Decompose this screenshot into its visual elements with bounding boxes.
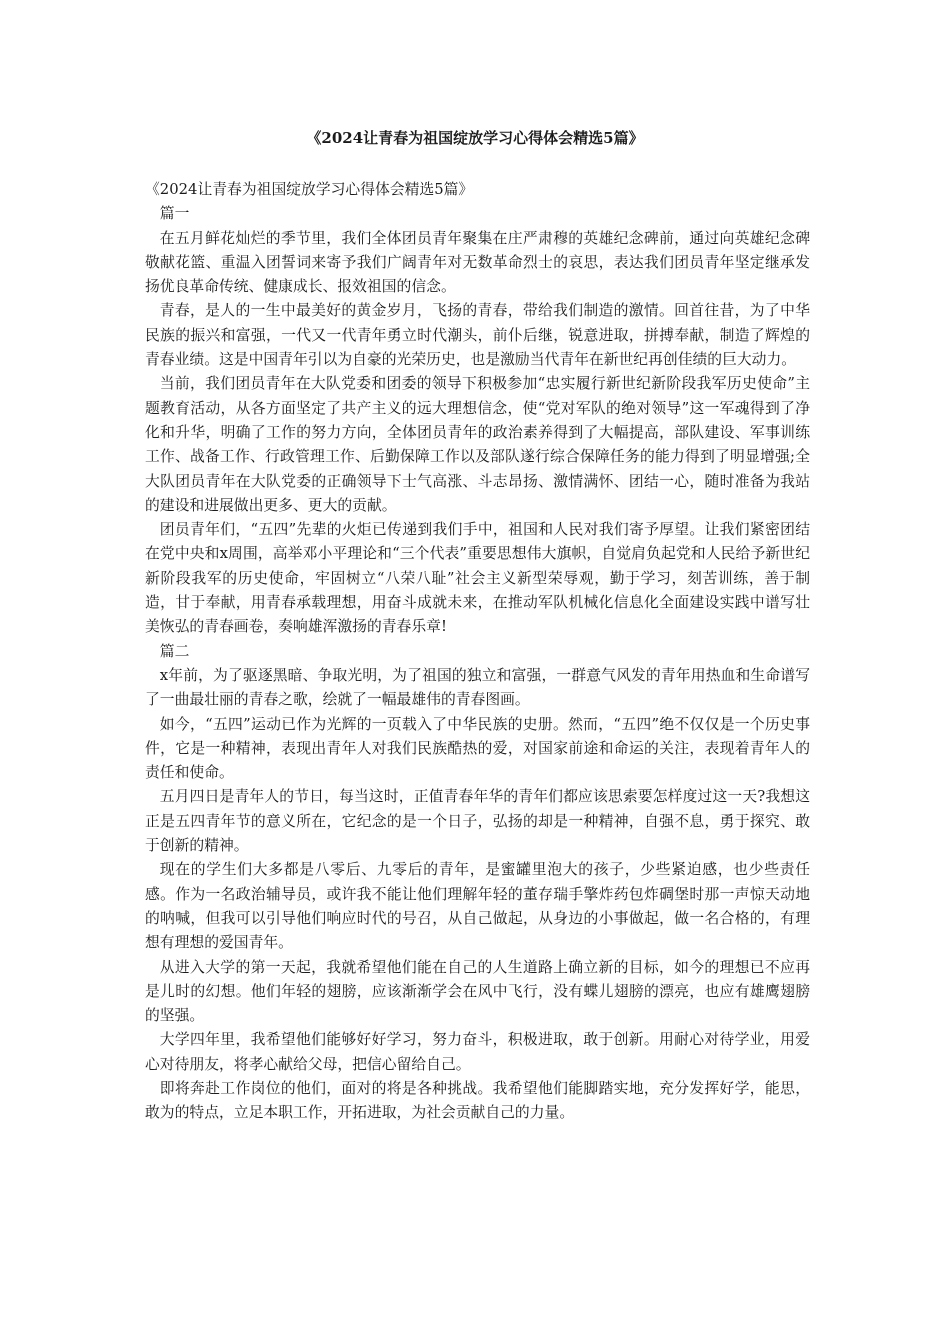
- document-subtitle: 《2024让青春为祖国绽放学习心得体会精选5篇》: [145, 181, 474, 198]
- paragraph: x年前，为了驱逐黑暗、争取光明，为了祖国的独立和富强，一群意气风发的青年用热血和生命谱写了一曲最壮丽的青春之歌，绘就了一幅最雄伟的青春图画。: [145, 666, 810, 709]
- paragraph: 五月四日是青年人的节日，每当这时，正值青春年华的青年们都应该思索要怎样度过这一天?我想这正是五四青年节的意义所在，它纪念的是一个日子，弘扬的却是一种精神，自强不息，勇于探究、敢于创新的精神。: [145, 788, 810, 855]
- section-heading: 篇一: [159, 205, 190, 223]
- document-body: [145, 178, 810, 1126]
- paragraph: 现在的学生们大多都是八零后、九零后的青年，是蜜罐里泡大的孩子，少些紧迫感，也少些责任感。作为一名政治辅导员，或许我不能让他们理解年轻的董存瑞手擎炸药包炸碉堡时那一声惊天动地的呐喊，但我可以引导他们响应时代的号召，从自己做起，从身边的小事做起，做一名合格的，有理想有理想的爱国青年。: [145, 861, 810, 952]
- paragraph: 从进入大学的第一天起，我就希望他们能在自己的人生道路上确立新的目标，如今的理想已不应再是儿时的幻想。他们年轻的翅膀，应该渐渐学会在风中飞行，没有蝶儿翅膀的漂亮，也应有雄鹰翅膀的坚强。: [145, 958, 810, 1025]
- paragraph: 在五月鲜花灿烂的季节里，我们全体团员青年聚集在庄严肃穆的英雄纪念碑前，通过向英雄纪念碑敬献花篮、重温入团誓词来寄予我们广阔青年对无数革命烈士的哀思，表达我们团员青年坚定继承发扬优良革命传统、健康成长、报效祖国的信念。: [145, 229, 810, 296]
- paragraph: 即将奔赴工作岗位的他们，面对的将是各种挑战。我希望他们能脚踏实地，充分发挥好学，能思，敢为的特点，立足本职工作，开拓进取，为社会贡献自己的力量。: [145, 1079, 810, 1122]
- paragraph: 大学四年里，我希望他们能够好好学习，努力奋斗，积极进取，敢于创新。用耐心对待学业，用爱心对待朋友，将孝心献给父母，把信心留给自己。: [145, 1031, 810, 1073]
- paragraph: 当前，我们团员青年在大队党委和团委的领导下积极参加“忠实履行新世纪新阶段我军历史使命”主题教育活动，从各方面坚定了共产主义的远大理想信念，使“党对军队的绝对领导”这一军魂得到了净化和升华，明确了工作的努力方向，全体团员青年的政治素养得到了大幅提高，部队建设、军事训练工作、战备工作、行政管理工作、后勤保障工作以及部队遂行综合保障任务的能力得到了明显增强;全大队团员青年在大队党委的正确领导下士气高涨、斗志昂扬、激情满怀、团结一心，随时准备为我站的建设和进展做出更多、更大的贡献。: [145, 375, 810, 514]
- paragraph: 团员青年们，“五四”先辈的火炬已传递到我们手中，祖国和人民对我们寄予厚望。让我们紧密团结在党中央和x周围，高举邓小平理论和“三个代表”重要思想伟大旗帜，自觉肩负起党和人民给予新世纪新阶段我军的历史使命，牢固树立“八荣八耻”社会主义新型荣辱观，勤于学习，刻苦训练，善于制造，甘于奉献，用青春承载理想，用奋斗成就未来，在推动军队机械化信息化全面建设实践中谱写壮美恢弘的青春画卷，奏响雄浑激扬的青春乐章!: [145, 521, 810, 636]
- paragraph: 如今，“五四”运动已作为光辉的一页载入了中华民族的史册。然而，“五四”绝不仅仅是一个历史事件，它是一种精神，表现出青年人对我们民族酷热的爱，对国家前途和命运的关注，表现着青年人的责任和使命。: [145, 715, 810, 782]
- paragraph: 青春，是人的一生中最美好的黄金岁月，飞扬的青春，带给我们制造的激情。回首往昔，为了中华民族的振兴和富强，一代又一代青年勇立时代潮头，前仆后继，锐意进取，拼搏奉献，制造了辉煌的青春业绩。这是中国青年引以为自豪的光荣历史，也是激励当代青年在新世纪再创佳绩的巨大动力。: [145, 302, 810, 369]
- section-heading: 篇二: [159, 642, 190, 660]
- document-title: 《2024让青春为祖国绽放学习心得体会精选5篇》: [306, 129, 644, 147]
